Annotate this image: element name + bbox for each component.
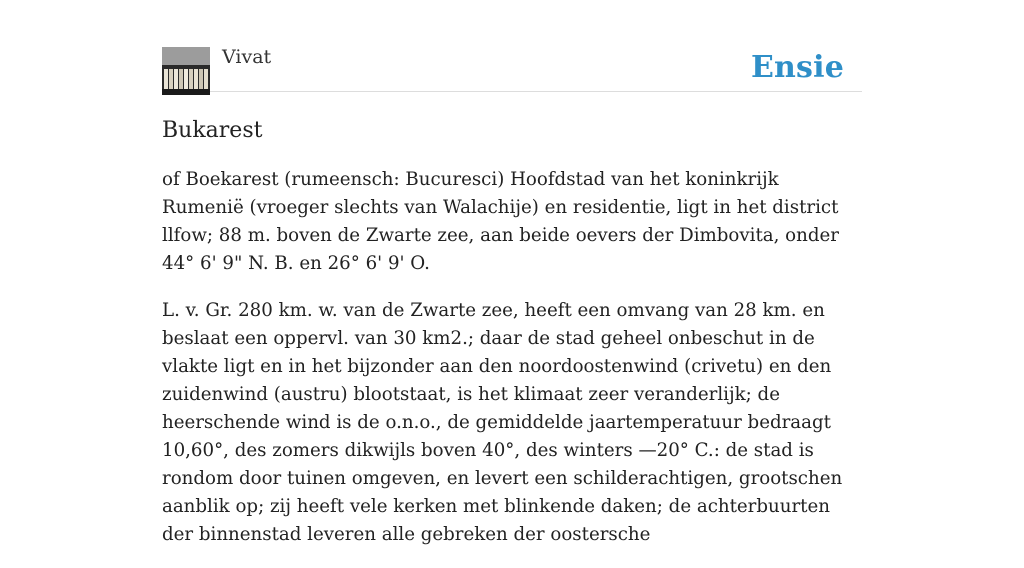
page-container	[162, 0, 862, 568]
article-paragraph: of Boekarest (rumeensch: Bucuresci) Hoofdstad van het koninkrijk Rumenië (vroeger slechts van Walachije) en residentie, ligt in het district llfow; 88 m. boven de Zwarte zee, aan beide oevers der Dimbovita, onder 44° 6' 9" N. B. en 26° 6' 9' O.	[162, 169, 839, 274]
article-paragraph: L. v. Gr. 280 km. w. van de Zwarte zee, heeft een omvang van 28 km. en beslaat een oppervl. van 30 km2.; daar de stad geheel onbeschut in de vlakte ligt en in het bijzonder aan den noordoostenwind (crivetu) en den zuidenwind (austru) blootstaat, is het klimaat zeer veranderlijk; de heerschende wind is de o.n.o., de gemiddelde jaartemperatuur bedraagt 10,60°, des zomers dikwijls boven 40°, des winters —20° C.: de stad is rondom door tuinen omgeven, en levert een schilderachtigen, grootschen aanblik op; zij heeft vele kerken met blinkende daken; de achterbuurten der binnenstad leveren alle gebreken der oostersche	[162, 300, 843, 545]
header	[162, 0, 862, 92]
article-body	[162, 166, 862, 549]
article-title: Bukarest	[162, 118, 263, 143]
avatar-image	[162, 47, 210, 95]
author-name-link[interactable]: Vivat	[222, 46, 272, 68]
brand-logo-link[interactable]: Ensie	[750, 50, 844, 85]
avatar[interactable]	[162, 47, 210, 95]
